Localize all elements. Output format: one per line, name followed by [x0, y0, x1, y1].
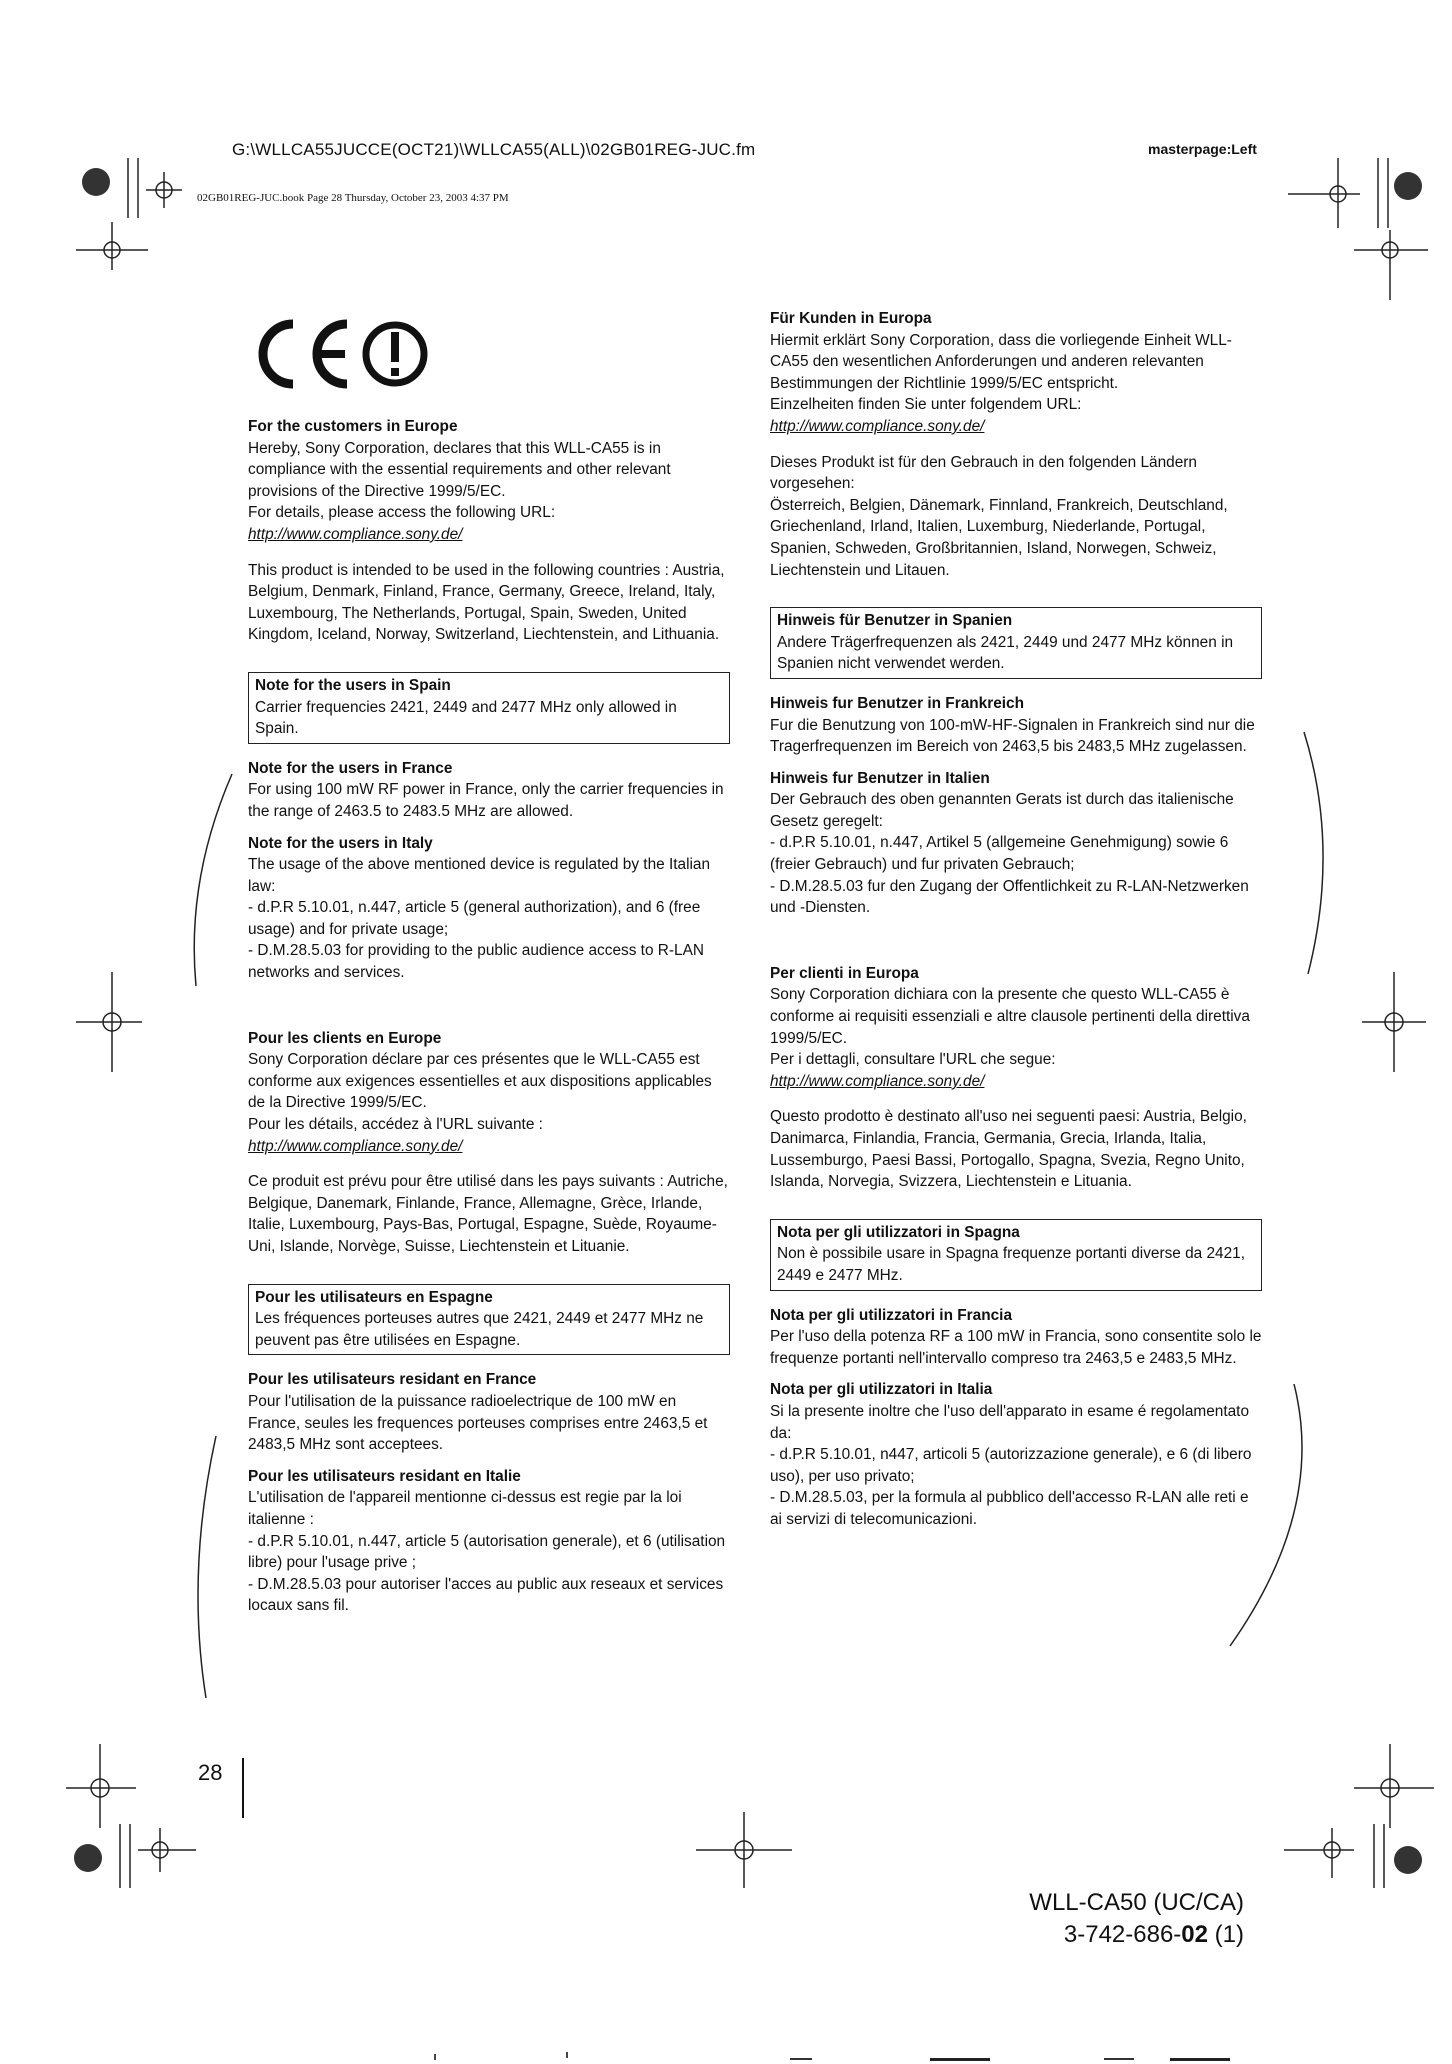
section-body: Dieses Produkt ist für den Gebrauch in den folgenden Ländern vorgesehen: Österreich, Belgien, Dänemark, Finnland, Frankreich, Deutschland, Griechenland, Irland, Italien, Luxemburg, Niederlande, Portugal, Spanien, Schweden, Großbritannien, Island, Norwegen, Schweiz, Liechtenstein und Litauen.	[770, 453, 1228, 579]
section-body: Hiermit erklärt Sony Corporation, dass die vorliegende Einheit WLL-CA55 den wesentlichen Anforderungen und anderen relevanten Bestimmungen der Richtlinie 1999/5/EC entspricht. Einzelheiten finden Sie unter folgendem URL:	[770, 331, 1232, 414]
model-block	[1024, 1887, 1244, 1951]
margin-bracket-left-upper	[186, 770, 236, 990]
registration-mark-mid-left	[66, 972, 142, 1072]
section-title: Nota per gli utilizzatori in Italia	[770, 1381, 993, 1399]
section-body: Per l'uso della potenza RF a 100 mW in Francia, sono consentite solo le frequenze portanti nell'intervallo compreso tra 2463,5 e 2483,5 MHz.	[770, 1328, 1262, 1367]
section-title: Hinweis fur Benutzer in Italien	[770, 769, 990, 787]
section-de-italy	[770, 768, 1262, 919]
section-body: Der Gebrauch des oben genannten Gerats ist durch das italienische Gesetz geregelt: - d.P.R 5.10.01, n.447, Artikel 5 (allgemeine Genehmigung) sowie 6 (freier Gebrauch) und fur privaten Gebrauch; - D.M.28.5.03 fur den Zugang der Offentlichkeit zu R-LAN-Netzwerken und -Diensten.	[770, 791, 1249, 917]
part-number-suffix: (1)	[1208, 1921, 1244, 1948]
section-de-spain-box	[770, 607, 1262, 679]
section-title: Note for the users in Spain	[255, 676, 451, 694]
section-body: Sony Corporation dichiara con la presente che questo WLL-CA55 è conforme ai requisiti essenziali e altre clausole pertinenti della direttiva 1999/5/EC. Per i dettagli, consultare l'URL che segue:	[770, 986, 1250, 1069]
section-body: Carrier frequencies 2421, 2449 and 2477 MHz only allowed in Spain.	[255, 698, 677, 738]
section-title: Pour les utilisateurs residant en France	[248, 1371, 537, 1389]
section-title: Note for the users in France	[248, 759, 453, 777]
section-title: Nota per gli utilizzatori in Spagna	[777, 1223, 1020, 1241]
section-de-countries	[770, 452, 1262, 582]
section-body: Non è possibile usare in Spagna frequenze portanti diverse da 2421, 2449 e 2477 MHz.	[777, 1245, 1246, 1284]
scan-artifact-strip	[0, 2040, 1452, 2064]
compliance-url-link[interactable]: http://www.compliance.sony.de/	[770, 417, 985, 435]
section-title: Hinweis für Benutzer in Spanien	[777, 612, 1013, 630]
section-body: Ce produit est prévu pour être utilisé dans les pays suivants : Autriche, Belgique, Danemark, Finlande, France, Allemagne, Grèce, Irlande, Italie, Luxembourg, Pays-Bas, Portugal, Espagne, Suède, Royaume-Uni, Islande, Norvège, Suisse, Liechtenstein et Lituanie.	[248, 1173, 728, 1255]
file-path-header: G:\WLLCA55JUCCE(OCT21)\WLLCA55(ALL)\02GB01REG-JUC.fm	[232, 140, 756, 159]
margin-bracket-right-lower	[1226, 1380, 1316, 1650]
registration-mark-top-right	[1288, 150, 1452, 300]
section-de-europe	[770, 308, 1262, 438]
section-body: This product is intended to be used in the following countries : Austria, Belgium, Denmark, Finland, France, Germany, Greece, Ireland, Italy, Luxembourg, The Netherlands, Portugal, Spain, Sweden, United Kingdom, Iceland, Norway, Switzerland, Liechtenstein, and Lithuania.	[248, 561, 725, 644]
section-title: Pour les utilisateurs en Espagne	[255, 1288, 493, 1306]
ce-mark-logo	[249, 316, 431, 392]
section-it-countries	[770, 1106, 1262, 1192]
section-body: Questo prodotto è destinato all'uso nei seguenti paesi: Austria, Belgio, Danimarca, Finlandia, Francia, Germania, Grecia, Irlanda, Italia, Lussemburgo, Paesi Bassi, Portogallo, Spagna, Svezia, Regno Unito, Islanda, Norvegia, Svizzera, Liechtenstein e Lituania.	[770, 1108, 1247, 1191]
section-en-europe	[248, 416, 730, 546]
section-body: Si la presente inoltre che l'uso dell'apparato in esame é regolamentato da: - d.P.R 5.10.01, n447, articoli 5 (autorizzazione generale), e 6 (di libero uso), per uso privato; - D.M.28.5.03, per la formula al pubblico dell'accesso R-LAN alle reti e ai servizi di telecomunicazioni.	[770, 1402, 1252, 1528]
section-title: Per clienti in Europa	[770, 964, 919, 982]
page-number: 28	[198, 1760, 223, 1785]
section-title: Pour les clients en Europe	[248, 1029, 442, 1047]
model-name: WLL-CA50 (UC/CA)	[1029, 1889, 1244, 1916]
part-number	[1024, 1919, 1244, 1951]
section-body: Sony Corporation déclare par ces présentes que le WLL-CA55 est conforme aux exigences essentielles et aux dispositions applicables de la Directive 1999/5/EC. Pour les détails, accédez à l'URL suivante :	[248, 1051, 712, 1134]
section-title: Nota per gli utilizzatori in Francia	[770, 1306, 1013, 1324]
section-body: Hereby, Sony Corporation, declares that this WLL-CA55 is in compliance with the essential requirements and other relevant provisions of the Directive 1999/5/EC. For details, please access the following URL:	[248, 439, 671, 522]
section-fr-spain-box	[248, 1284, 730, 1356]
section-it-italy	[770, 1379, 1262, 1530]
masterpage-label: masterpage:Left	[1148, 141, 1257, 157]
compliance-url-link[interactable]: http://www.compliance.sony.de/	[248, 525, 463, 543]
section-fr-france	[248, 1369, 730, 1455]
part-number-revision: 02	[1181, 1921, 1208, 1948]
part-number-prefix: 3-742-686-	[1063, 1921, 1182, 1948]
registration-mark-top-left	[76, 150, 256, 270]
right-text-column	[770, 308, 1262, 1531]
section-it-spain-box	[770, 1219, 1262, 1291]
section-title: Für Kunden in Europa	[770, 310, 932, 327]
section-body: Les fréquences porteuses autres que 2421, 2449 et 2477 MHz ne peuvent pas être utilisées en Espagne.	[255, 1310, 704, 1349]
section-fr-europe	[248, 1028, 730, 1158]
section-body: Pour l'utilisation de la puissance radioelectrique de 100 mW en France, seules les frequences porteuses comprises entre 2463,5 et 2483,5 MHz sont acceptees.	[248, 1392, 708, 1454]
section-en-countries	[248, 560, 730, 646]
section-de-france	[770, 693, 1262, 758]
section-fr-countries	[248, 1171, 730, 1257]
section-body: L'utilisation de l'appareil mentionne ci-dessus est regie par la loi italienne : - d.P.R 5.10.01, n.447, article 5 (autorisation generale), et 6 (utilisation libre) pour l'usage prive ; - D.M.28.5.03 pour autoriser l'acces au public aux reseaux et services locaux sans fil.	[248, 1489, 726, 1615]
section-fr-italy	[248, 1466, 730, 1617]
section-en-france	[248, 758, 730, 823]
left-text-column	[248, 416, 730, 1617]
section-en-spain-box	[248, 672, 730, 744]
book-info-line: 02GB01REG-JUC.book Page 28 Thursday, October 23, 2003 4:37 PM	[197, 192, 509, 204]
section-title: Pour les utilisateurs residant en Italie	[248, 1467, 521, 1485]
section-body: Andere Trägerfrequenzen als 2421, 2449 und 2477 MHz können in Spanien nicht verwendet werden.	[777, 633, 1234, 673]
section-title: Hinweis fur Benutzer in Frankreich	[770, 694, 1024, 712]
registration-mark-bottom-center	[696, 1812, 792, 1892]
registration-mark-mid-right	[1362, 972, 1438, 1072]
page-number-rule	[242, 1758, 244, 1818]
margin-bracket-left-lower	[186, 1432, 236, 1702]
section-body: For using 100 mW RF power in France, only the carrier frequencies in the range of 2463.5 to 2483.5 MHz are allowed.	[248, 781, 724, 820]
compliance-url-link[interactable]: http://www.compliance.sony.de/	[770, 1072, 985, 1090]
section-title: Note for the users in Italy	[248, 834, 433, 852]
margin-bracket-right-upper	[1300, 728, 1336, 978]
section-it-europe	[770, 963, 1262, 1093]
registration-mark-bottom-right	[1284, 1738, 1450, 1888]
compliance-url-link[interactable]: http://www.compliance.sony.de/	[248, 1137, 463, 1155]
section-body: Fur die Benutzung von 100-mW-HF-Signalen in Frankreich sind nur die Tragerfrequenzen im Bereich von 2463,5 bis 2483,5 MHz zugelassen.	[770, 716, 1255, 756]
section-en-italy	[248, 833, 730, 984]
section-it-france	[770, 1305, 1262, 1370]
section-title: For the customers in Europe	[248, 418, 458, 435]
section-body: The usage of the above mentioned device is regulated by the Italian law: - d.P.R 5.10.01, n.447, article 5 (general authorization), and 6 (free usage) and for private usage; - D.M.28.5.03 for providing to the public audience access to R-LAN networks and services.	[248, 856, 711, 982]
